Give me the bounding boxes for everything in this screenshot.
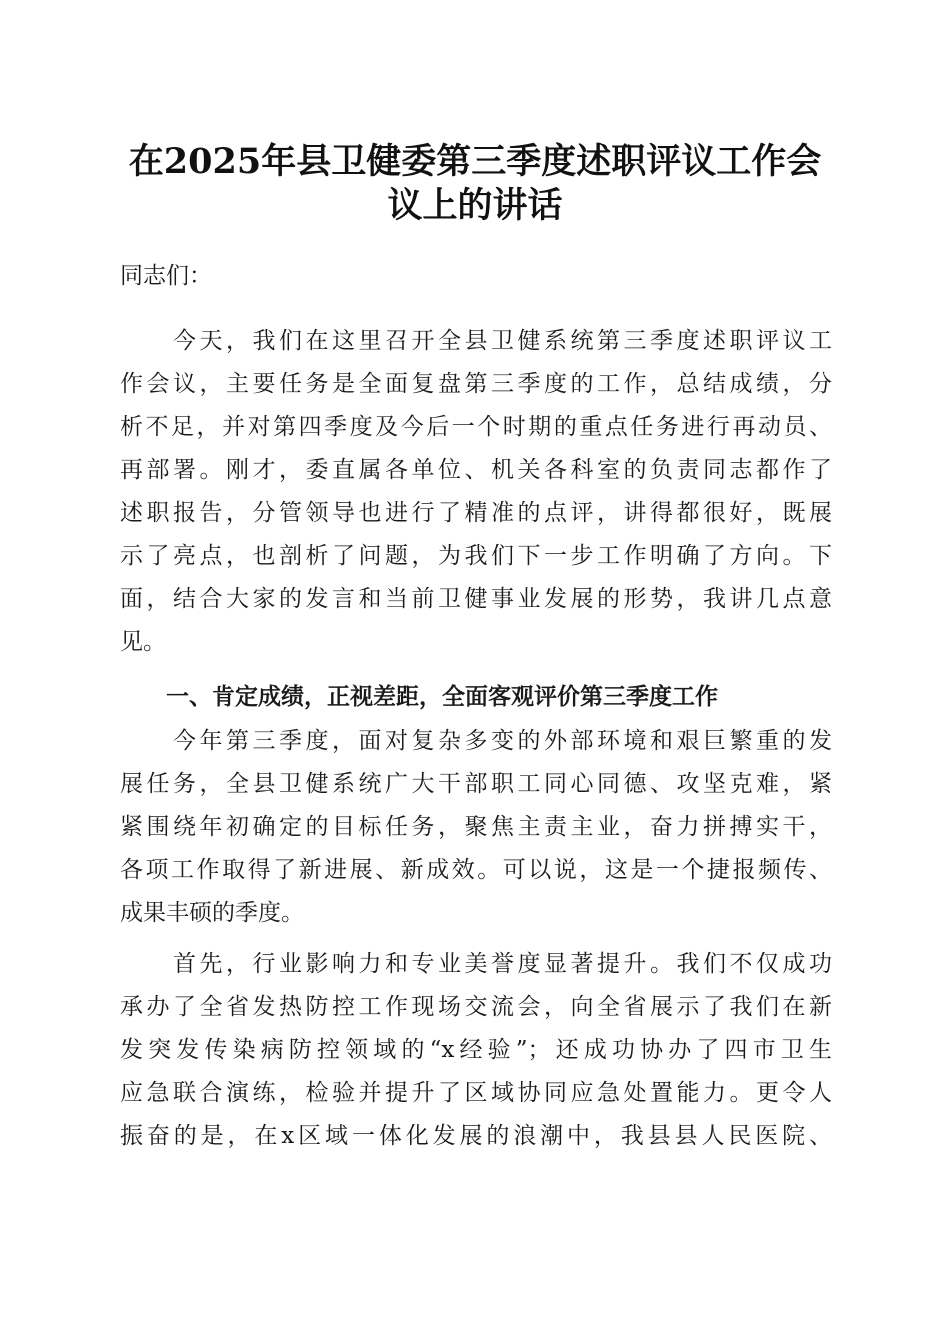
section-heading-text: 一、肯定成绩，正视差距，全面客观评价第三季度工作 — [120, 684, 718, 710]
paragraph-line: 首先，行业影响力和专业美誉度显著提升。我们不仅成功 — [120, 951, 832, 977]
salutation-text: 同志们： — [120, 263, 212, 289]
salutation — [120, 255, 832, 298]
intro-line: 作会议，主要任务是全面复盘第三季度的工作，总结成绩，分 — [120, 371, 832, 397]
intro-line: 见。 — [120, 629, 166, 655]
paragraph-line: 发突发传染病防控领域的“x经验”；还成功协办了四市卫生 — [120, 1037, 832, 1063]
paragraph-line: 承办了全省发热防控工作现场交流会，向全省展示了我们在新 — [120, 994, 832, 1020]
paragraph-2 — [120, 720, 832, 935]
intro-line: 示了亮点，也剖析了问题，为我们下一步工作明确了方向。下 — [120, 543, 832, 569]
paragraph-line: 展任务，全县卫健系统广大干部职工同心同德、攻坚克难，紧 — [120, 771, 832, 797]
paragraph-line: 各项工作取得了新进展、新成效。可以说，这是一个捷报频传、 — [120, 857, 832, 883]
intro-line: 面，结合大家的发言和当前卫健事业发展的形势，我讲几点意 — [120, 586, 832, 612]
paragraph-line: 振奋的是，在x区域一体化发展的浪潮中，我县县人民医院、 — [120, 1123, 832, 1149]
intro-line: 述职报告，分管领导也进行了精准的点评，讲得都很好，既展 — [120, 500, 832, 526]
paragraph-line: 今年第三季度，面对复杂多变的外部环境和艰巨繁重的发 — [120, 728, 832, 754]
document-title-line-1: 在2025年县卫健委第三季度述职评议工作会 — [128, 141, 822, 182]
intro-line: 今天，我们在这里召开全县卫健系统第三季度述职评议工 — [120, 328, 832, 354]
paragraph-line: 应急联合演练，检验并提升了区域协同应急处置能力。更令人 — [120, 1080, 832, 1106]
paragraph-3 — [120, 943, 832, 1158]
section-heading-1 — [120, 676, 832, 719]
intro-line: 再部署。刚才，委直属各单位、机关各科室的负责同志都作了 — [120, 457, 832, 483]
paragraph-line: 紧围绕年初确定的目标任务，聚焦主责主业，奋力拼搏实干， — [120, 814, 832, 840]
intro-paragraph — [120, 320, 832, 664]
paragraph-line: 成果丰硕的季度。 — [120, 900, 304, 926]
document-title-line-2: 议上的讲话 — [387, 185, 563, 226]
intro-line: 析不足，并对第四季度及今后一个时期的重点任务进行再动员、 — [120, 414, 832, 440]
